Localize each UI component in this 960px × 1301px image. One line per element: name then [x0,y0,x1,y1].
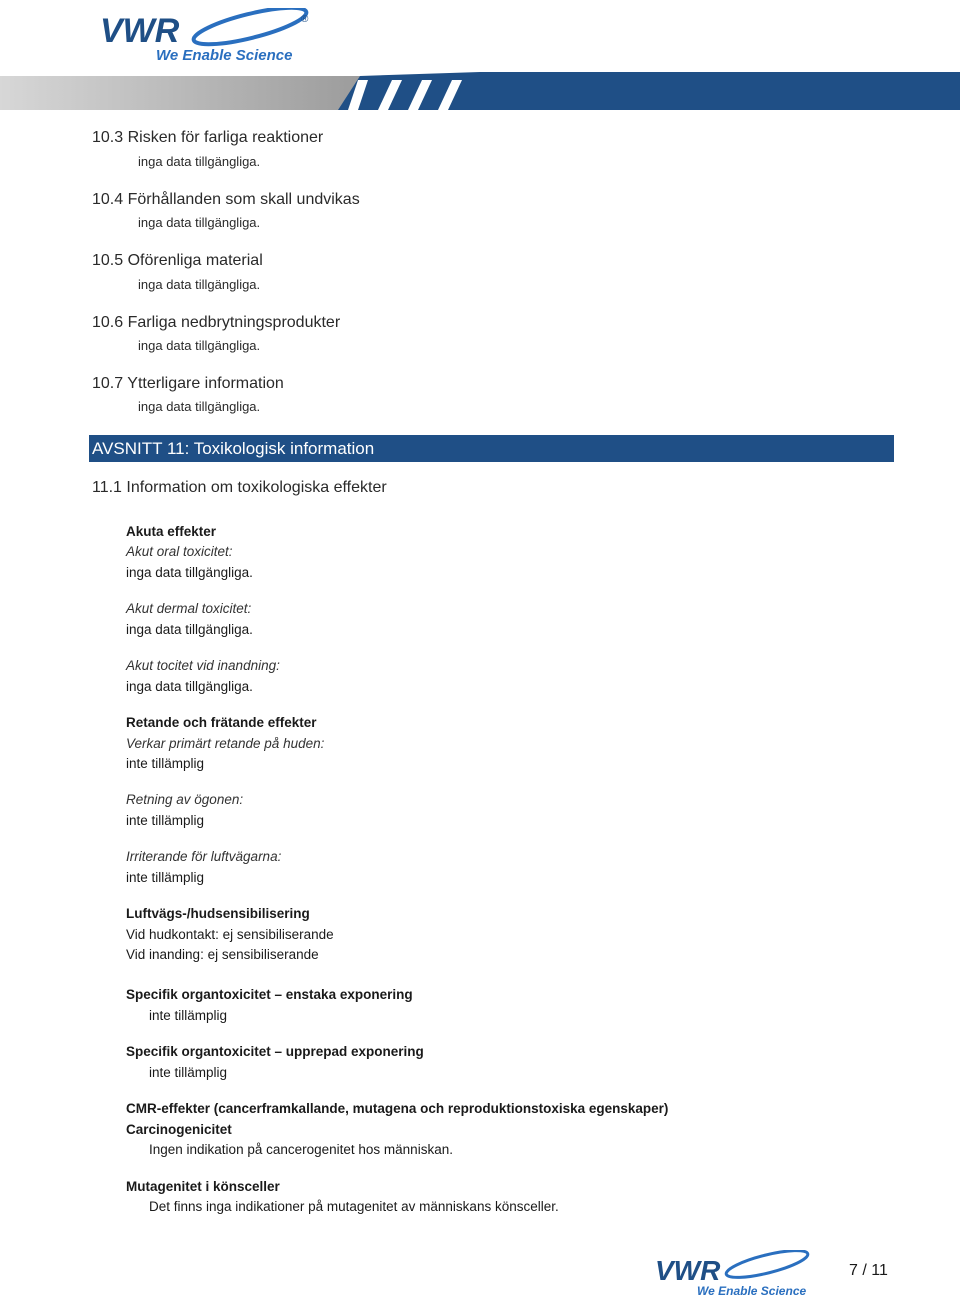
mutagenicity-heading: Mutagenitet i könsceller [126,1179,280,1194]
section-10-7-value: inga data tillgängliga. [138,399,261,414]
vwr-logo [100,8,320,64]
oral-tox-label: Akut oral toxicitet: [126,544,233,559]
section-10-5-title: 10.5 Oförenliga material [92,252,263,269]
carcinogenicity-value: Ingen indikation på cancerogenitet hos människan. [149,1142,453,1157]
stot-repeat-heading: Specifik organtoxicitet – upprepad exponering [126,1044,424,1059]
section-11-1-title: 11.1 Information om toxikologiska effekter [92,479,387,496]
inhal-tox-label: Akut tocitet vid inandning: [126,658,280,673]
eye-irritation-value: inte tillämplig [126,813,205,828]
section-10-7-title: 10.7 Ytterligare information [92,375,284,392]
akuta-heading: Akuta effekter [126,524,217,539]
sensibilisation-inhal: Vid inanding: ej sensibiliserande [126,947,319,962]
inhal-tox-value: inga data tillgängliga. [126,679,253,694]
mutagenicity-value: Det finns inga indikationer på mutagenitet av människans könsceller. [149,1199,559,1214]
header-logo-text: VWR [100,12,180,50]
section-10-4-title: 10.4 Förhållanden som skall undvikas [92,191,360,208]
stot-repeat-value: inte tillämplig [149,1065,228,1080]
section-10-5-value: inga data tillgängliga. [138,277,261,292]
page-number: 7 / 11 [849,1262,888,1279]
stot-single-value: inte tillämplig [149,1008,228,1023]
section-10-4-value: inga data tillgängliga. [138,215,261,230]
section-10-6-value: inga data tillgängliga. [138,338,261,353]
header-band [0,72,960,110]
airway-irritation-label: Irriterande för luftvägarna: [126,849,282,864]
section-10-6-title: 10.6 Farliga nedbrytningsprodukter [92,314,341,331]
stot-single-heading: Specifik organtoxicitet – enstaka exponering [126,987,413,1002]
dermal-tox-label: Akut dermal toxicitet: [126,601,252,616]
footer-logo-tagline: We Enable Science [697,1284,807,1298]
footer-logo-text: VWR [655,1255,721,1286]
skin-irritation-value: inte tillämplig [126,756,205,771]
retande-heading: Retande och frätande effekter [126,715,317,730]
section-11-header-bar: AVSNITT 11: Toxikologisk information [89,435,894,462]
sensibilisation-skin: Vid hudkontakt: ej sensibiliserande [126,927,334,942]
skin-irritation-label: Verkar primärt retande på huden: [126,736,325,751]
svg-text:®: ® [301,14,309,25]
footer-vwr-logo [655,1250,815,1298]
header-logo-tagline: We Enable Science [156,47,293,64]
section-10-3-value: inga data tillgängliga. [138,154,261,169]
eye-irritation-label: Retning av ögonen: [126,792,244,807]
oral-tox-value: inga data tillgängliga. [126,565,253,580]
dermal-tox-value: inga data tillgängliga. [126,622,253,637]
airway-irritation-value: inte tillämplig [126,870,205,885]
section-10-3-title: 10.3 Risken för farliga reaktioner [92,129,324,146]
carcinogenicity-heading: Carcinogenicitet [126,1122,232,1137]
sensibilisation-heading: Luftvägs-/hudsensibilisering [126,906,310,921]
cmr-heading: CMR-effekter (cancerframkallande, mutagena och reproduktionstoxiska egenskaper) [126,1101,669,1116]
